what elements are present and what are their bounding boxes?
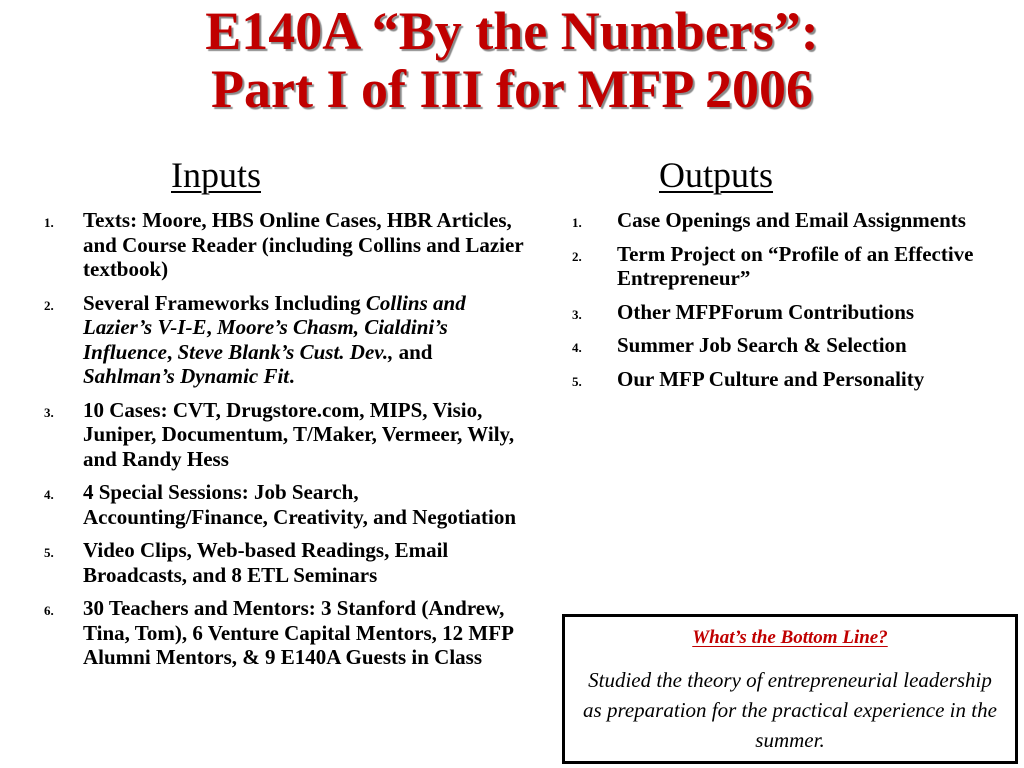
- list-item-text: Our MFP Culture and Personality: [617, 366, 925, 391]
- list-item-text: Case Openings and Email Assignments: [617, 208, 966, 232]
- list-item-text-part-italic: Cialdini’s Influence: [83, 315, 448, 364]
- outputs-heading: Outputs: [659, 155, 774, 195]
- list-item-text-part-italic: Moore’s Chasm,: [216, 315, 359, 339]
- bottom-line-body: Studied the theory of entrepreneurial leadership as preparation for the practical experience in the summer.: [583, 668, 997, 752]
- outputs-list-item: [572, 208, 982, 233]
- slide-title-line-1: E140A “By the Numbers”:: [205, 1, 819, 61]
- list-item-number: 6.: [44, 603, 54, 618]
- outputs-list: [572, 208, 982, 400]
- outputs-list-item: [572, 242, 982, 291]
- list-item-text: Other MFPForum Contributions: [617, 299, 915, 324]
- bottom-line-heading: What’s the Bottom Line?: [692, 627, 888, 648]
- outputs-list-item: [572, 333, 982, 358]
- list-item-text-part-italic: Collins and Lazier’s V-I-E: [83, 290, 466, 339]
- list-item-text: Summer Job Search & Selection: [617, 333, 907, 357]
- list-item-number: 2.: [44, 297, 54, 313]
- list-item-text-part-italic: Steve Blank’s Cust. Dev.,: [177, 339, 394, 364]
- inputs-heading: Inputs: [171, 155, 261, 195]
- list-item-text-part: and: [393, 339, 433, 364]
- list-item-text-part-italic: Sahlman’s Dynamic Fit: [83, 364, 290, 388]
- list-item-number: 4.: [572, 340, 582, 355]
- list-item-text-part: 10 Cases: CVT, Drugstore.com, MIPS, Visio, Juniper, Documentum, T/Maker, Vermeer, Wily, and Randy Hess: [83, 397, 515, 471]
- list-item-text-part: Several Frameworks Including: [83, 290, 366, 315]
- inputs-list: [44, 208, 524, 679]
- list-item-text: [83, 291, 466, 389]
- list-item-text-part: ,: [167, 339, 178, 364]
- list-item-number: 5.: [572, 373, 582, 389]
- inputs-list-item: [44, 480, 524, 529]
- list-item-number: 1.: [572, 215, 582, 230]
- slide-title-line-2: Part I of III for MFP 2006: [211, 59, 813, 119]
- list-item-text: [83, 398, 514, 471]
- list-item-text: [83, 538, 448, 587]
- list-item-text: [83, 480, 516, 529]
- inputs-list-item: [44, 291, 524, 389]
- list-item-number: 4.: [44, 487, 54, 502]
- list-item-number: 5.: [44, 545, 54, 560]
- list-item-number: 1.: [44, 215, 54, 230]
- list-item-number: 2.: [572, 248, 582, 264]
- list-item-text: [83, 208, 523, 281]
- outputs-list-item: [572, 367, 982, 392]
- list-item-text-part: Video Clips, Web-based Readings, Email Broadcasts, and 8 ETL Seminars: [83, 538, 449, 587]
- list-item-number: 3.: [572, 306, 582, 322]
- list-item-text-part: 4 Special Sessions: Job Search, Accounting/Finance, Creativity, and Negotiation: [83, 480, 517, 529]
- list-item-number: 3.: [44, 404, 54, 420]
- inputs-list-item: [44, 398, 524, 472]
- inputs-list-item: [44, 208, 524, 282]
- inputs-list-item: [44, 596, 524, 670]
- list-item-text-part: ,: [206, 315, 217, 339]
- bottom-line-box: [562, 614, 1018, 764]
- slide-title: [0, 2, 1024, 118]
- list-item-text-part: .: [289, 364, 295, 388]
- outputs-list-item: [572, 300, 982, 325]
- inputs-list-item: [44, 538, 524, 587]
- list-item-text: [83, 596, 513, 669]
- list-item-text-part: Texts: Moore, HBS Online Cases, HBR Articles, and Course Reader (including Collins and Lazier textbook): [83, 208, 524, 281]
- list-item-text-part: 30 Teachers and Mentors: 3 Stanford (Andrew, Tina, Tom), 6 Venture Capital Mentors, 12 MFP Alumni Mentors, & 9 E140A Guests in Class: [83, 596, 513, 669]
- list-item-text: Term Project on “Profile of an Effective Entrepreneur”: [617, 241, 974, 290]
